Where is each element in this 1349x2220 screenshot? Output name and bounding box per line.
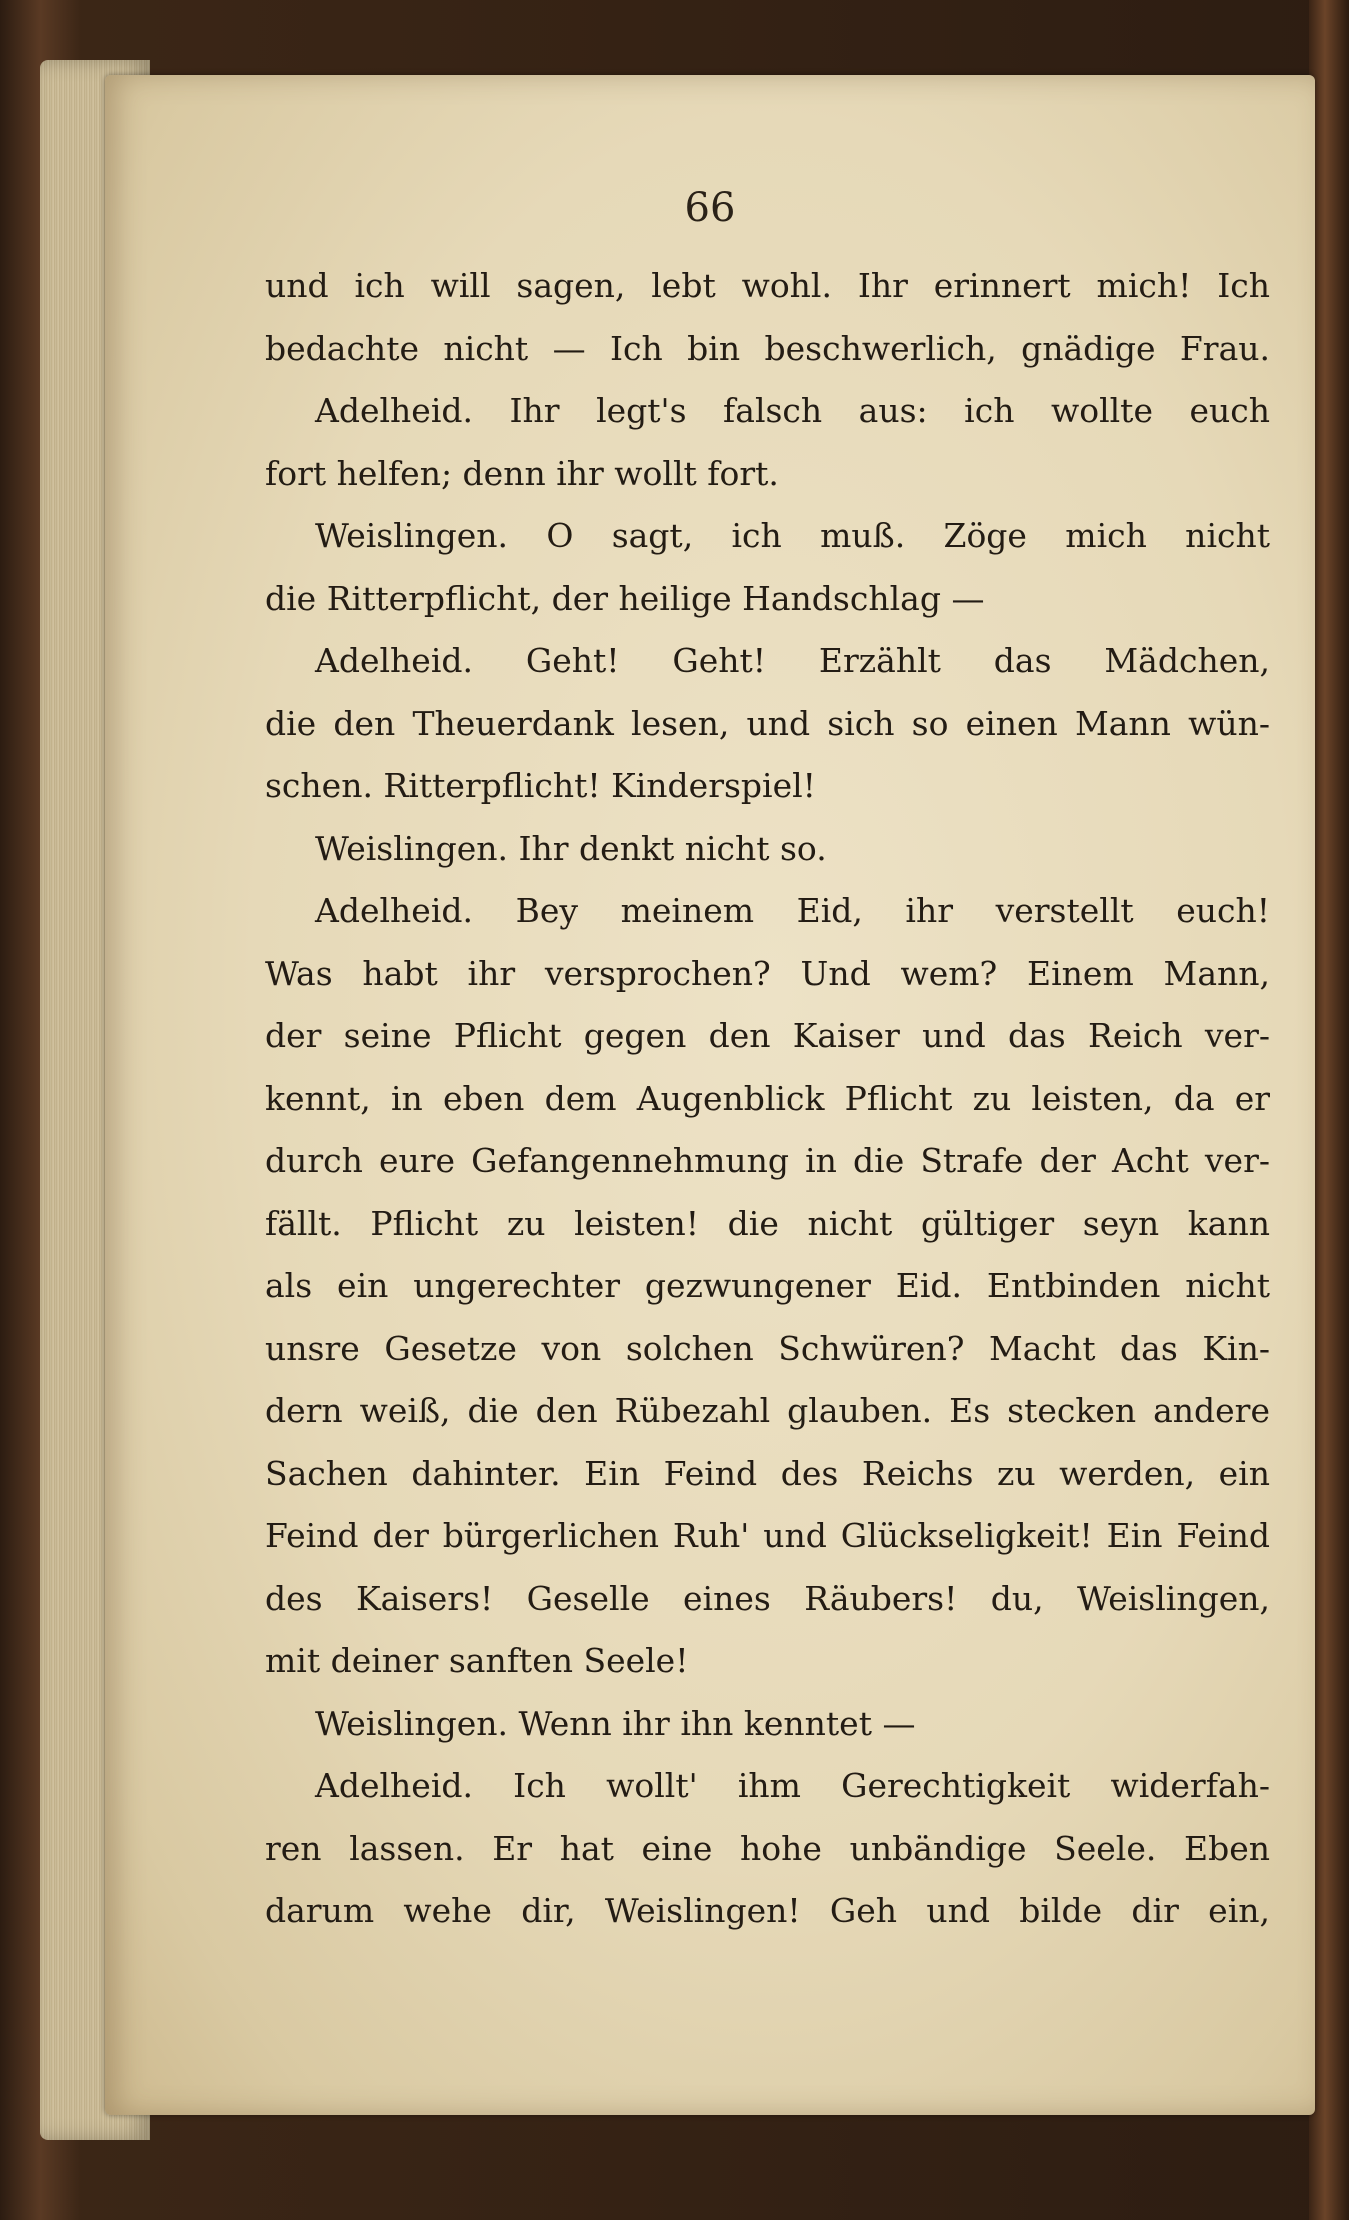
text-line: Feind der bürgerlichen Ruh' und Glückseligkeit! Ein Feind [265,1516,1270,1555]
text-line: Sachen dahinter. Ein Feind des Reichs zu werden, ein [265,1453,1270,1493]
text-line: bedachte nicht — Ich bin beschwerlich, gnädige Frau. [265,328,1270,368]
text-line: als ein ungerechter gezwungener Eid. Entbinden nicht [265,1266,1270,1305]
text-line: und ich will sagen, lebt wohl. Ihr erinnert mich! Ich [265,266,1270,305]
text-line: durch eure Gefangennehmung in die Strafe der Acht ver- [265,1141,1270,1180]
text-line: schen. Ritterpflicht! Kinderspiel! [265,766,816,805]
text-line: des Kaisers! Geselle eines Räubers! du, Weislingen, [265,1578,1270,1618]
text-line: darum wehe dir, Weislingen! Geh und bilde dir ein, [265,1891,1270,1930]
text-line: Adelheid. Ich wollt' ihm Gerechtigkeit widerfah- [315,1766,1270,1805]
text-line: die den Theuerdank lesen, und sich so einen Mann wün- [265,703,1270,743]
text-line: Weislingen. Ihr denkt nicht so. [315,828,827,868]
book-binding-edge [1309,0,1349,2220]
text-line: unsre Gesetze von solchen Schwüren? Macht das Kin- [265,1328,1270,1368]
text-line: der seine Pflicht gegen den Kaiser und das Reich ver- [265,1016,1270,1055]
text-line: dern weiß, die den Rübezahl glauben. Es stecken andere [265,1391,1270,1430]
text-line: ren lassen. Er hat eine hohe unbändige Seele. Eben [265,1828,1270,1868]
text-line: fällt. Pflicht zu leisten! die nicht gültiger seyn kann [265,1203,1270,1243]
body-text [265,255,1270,1943]
text-line: Adelheid. Ihr legt's falsch aus: ich wollte euch [315,391,1270,430]
text-line: Adelheid. Bey meinem Eid, ihr verstellt euch! [315,891,1270,930]
text-line: Weislingen. Wenn ihr ihn kenntet — [315,1703,916,1743]
text-line: Was habt ihr versprochen? Und wem? Einem Mann, [265,953,1270,993]
text-line: kennt, in eben dem Augenblick Pflicht zu leisten, da er [265,1078,1270,1118]
text-line: die Ritterpflicht, der heilige Handschlag — [265,578,985,618]
page-number: 66 [684,185,736,231]
text-line: Weislingen. O sagt, ich muß. Zöge mich nicht [315,516,1270,555]
text-line: mit deiner sanften Seele! [265,1641,689,1680]
book-page [105,75,1315,2115]
text-line: Adelheid. Geht! Geht! Erzählt das Mädchen, [315,641,1270,680]
text-line: fort helfen; denn ihr wollt fort. [265,453,779,493]
